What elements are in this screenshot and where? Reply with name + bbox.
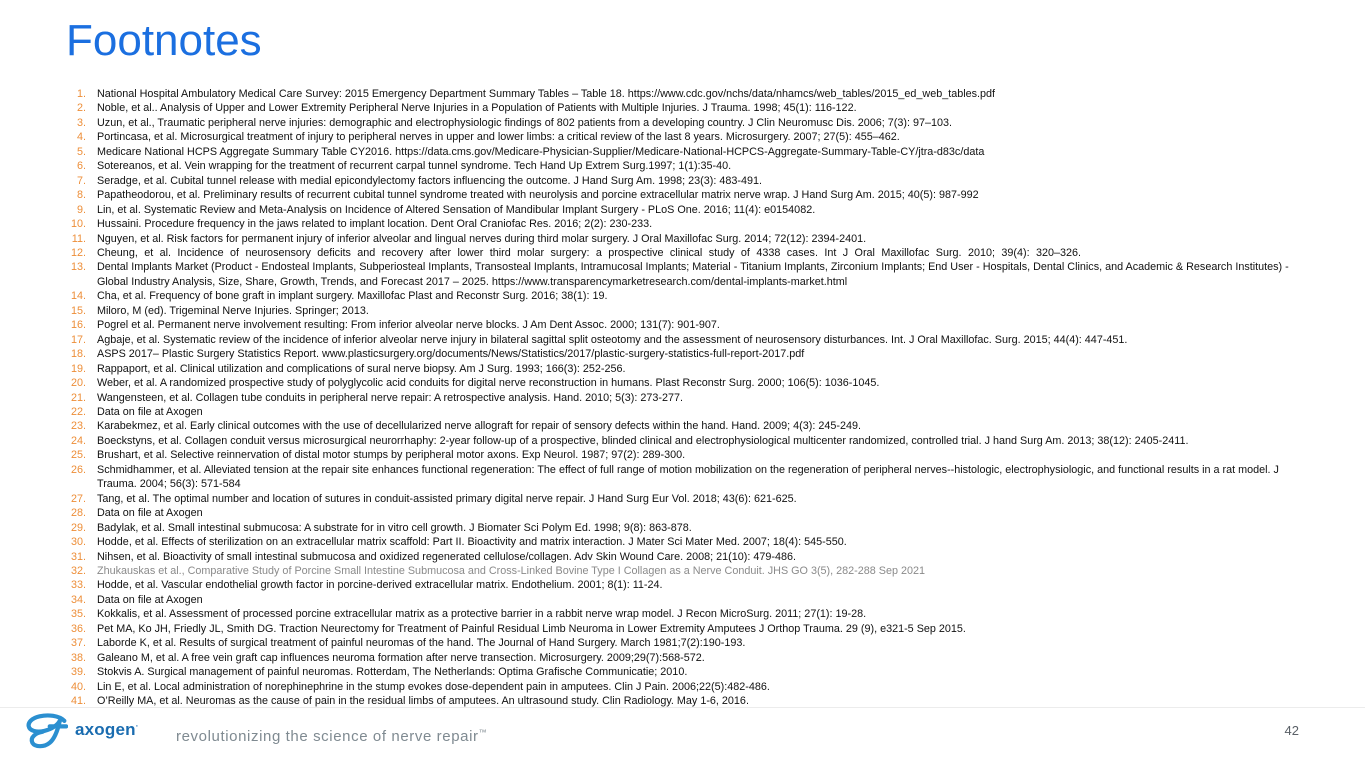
footnote-number: 23.: [70, 420, 86, 433]
footnote-text: Uzun, et al., Traumatic peripheral nerve injuries: demographic and electrophysiologic findings of 802 patients from a developing country. J Clin Neuromusc Dis. 2006; 7(3): 97–103.: [97, 116, 953, 129]
footnote-number: 7.: [76, 174, 86, 187]
footnote-number: 15.: [70, 304, 86, 317]
footnote-number: 10.: [70, 218, 86, 231]
footnote-text: Miloro, M (ed). Trigeminal Nerve Injuries. Springer; 2013.: [97, 304, 369, 317]
footnote-number: 27.: [70, 492, 86, 505]
footnote-number: 26.: [70, 463, 86, 476]
footnote-number: 4.: [76, 131, 86, 144]
footnote-item: [66, 651, 1309, 665]
footnote-item: [66, 260, 1309, 289]
footnote-number: 30.: [70, 536, 86, 549]
footnote-item: [66, 391, 1309, 405]
footnote-item: [66, 535, 1309, 549]
footnote-number: 33.: [70, 579, 86, 592]
footnote-item: [66, 607, 1309, 621]
footnote-item: [66, 593, 1309, 607]
footnote-item: [66, 492, 1309, 506]
footnote-item: [66, 506, 1309, 520]
footnote-text: Hussaini. Procedure frequency in the jaws related to implant location. Dent Oral Craniofac Res. 2016; 2(2): 230-233.: [97, 218, 653, 231]
footer-divider: [0, 707, 1365, 708]
footnote-text: Boeckstyns, et al. Collagen conduit versus microsurgical neurorrhaphy: 2-year follow-up of a prospective, blinded clinical and electrophysiological multicenter randomized, controlled trial. J hand Surg Am. 2013; 38(12): 2405-2411.: [97, 434, 1189, 447]
footnote-text: Karabekmez, et al. Early clinical outcomes with the use of decellularized nerve allograft for repair of sensory defects within the hand. Hand. 2009; 4(3): 245-249.: [97, 420, 861, 433]
footnote-text: Schmidhammer, et al. Alleviated tension at the repair site enhances functional regeneration: The effect of full range of motion mobilization on the regeneration of peripheral nerves--histologic, electrophysiologic, and functional results in a rat model. J Trauma. 2004; 56(3): 571-584: [97, 463, 1279, 491]
footnote-text: Medicare National HCPS Aggregate Summary Table CY2016. https://data.cms.gov/Medicare-Physician-Supplier/Medicare-National-HCPCS-Aggregate-Summary-Table-CY/jtra-d83c/data: [97, 145, 985, 158]
footnote-number: 18.: [70, 348, 86, 361]
footnote-item: [66, 419, 1309, 433]
footnote-item: [66, 304, 1309, 318]
footnote-text: Laborde K, et al. Results of surgical treatment of painful neuromas of the hand. The Journal of Hand Surgery. March 1981;7(2):190-193.: [97, 637, 746, 650]
footnote-text: Seradge, et al. Cubital tunnel release with medial epicondylectomy factors influencing the outcome. J Hand Surg Am. 1998; 23(3): 483-491.: [97, 174, 762, 187]
footnote-item: [66, 405, 1309, 419]
footnote-text: National Hospital Ambulatory Medical Care Survey: 2015 Emergency Department Summary Tables – Table 18. https://www.cdc.gov/nchs/data/nhamcs/web_tables/2015_ed_web_tables.pdf: [97, 88, 996, 100]
footnote-number: 1.: [76, 88, 86, 100]
footnote-text: Rappaport, et al. Clinical utilization and complications of sural nerve biopsy. Am J Surg. 1993; 166(3): 252-256.: [97, 362, 626, 375]
footnote-item: [66, 665, 1309, 679]
footnote-item: [66, 145, 1309, 159]
footnote-number: 34.: [70, 593, 86, 606]
footnote-number: 29.: [70, 521, 86, 534]
footnote-item: [66, 521, 1309, 535]
footnote-number: 21.: [70, 391, 86, 404]
footnote-number: 20.: [70, 377, 86, 390]
footnote-text: Noble, et al.. Analysis of Upper and Lower Extremity Peripheral Nerve Injuries in a Population of Patients with Multiple Injuries. J Trauma. 1998; 45(1): 116-122.: [97, 102, 857, 115]
footnote-text: Nguyen, et al. Risk factors for permanent injury of inferior alveolar and lingual nerves during third molar surgery. J Oral Maxillofac Surg. 2014; 72(12): 2394-2401.: [97, 232, 867, 245]
footnote-text: Pet MA, Ko JH, Friedly JL, Smith DG. Traction Neurectomy for Treatment of Painful Residual Limb Neuroma in Lower Extremity Amputees J Orthop Trauma. 29 (9), e321-5 Sep 2015.: [97, 622, 966, 635]
footnote-item: [66, 463, 1309, 492]
footnote-text: Data on file at Axogen: [97, 507, 203, 520]
page-number: 42: [1284, 723, 1299, 738]
footnotes-list: [66, 87, 1309, 708]
footnote-item: [66, 174, 1309, 188]
footnote-number: 16.: [70, 319, 86, 332]
footnote-number: 37.: [70, 637, 86, 650]
footnote-item: [66, 203, 1309, 217]
footnote-item: [66, 289, 1309, 303]
footnote-number: 5.: [76, 145, 86, 158]
footnote-item: [66, 448, 1309, 462]
axogen-wordmark: axogen·: [75, 720, 139, 739]
footer-tagline: revolutionizing the science of nerve repair™: [176, 728, 488, 745]
footnote-item: [66, 159, 1309, 173]
footnote-text: Data on file at Axogen: [97, 593, 203, 606]
footnote-number: 17.: [70, 333, 86, 346]
footnote-number: 2.: [76, 102, 86, 115]
footnote-item: [66, 434, 1309, 448]
footnote-text: Hodde, et al. Vascular endothelial growth factor in porcine-derived extracellular matrix. Endothelium. 2001; 8(1): 11-24.: [97, 579, 663, 592]
footnote-item: [66, 130, 1309, 144]
footnote-number: 32.: [70, 564, 86, 577]
footnote-text: Hodde, et al. Effects of sterilization on an extracellular matrix scaffold: Part II. Bioactivity and matrix interaction. J Mater Sci Mater Med. 2007; 18(4): 545-550.: [97, 536, 847, 549]
page-title: Footnotes: [66, 16, 262, 65]
footnote-number: 40.: [70, 680, 86, 693]
footnote-number: 24.: [70, 434, 86, 447]
footnote-item: [66, 680, 1309, 694]
footnote-text: Agbaje, et al. Systematic review of the incidence of inferior alveolar nerve injury in bilateral sagittal split osteotomy and the assessment of neurosensory disturbances. Int. J Oral Maxillofac. Surg. 2015; 44(4): 447-451.: [97, 333, 1128, 346]
footnote-text: Cha, et al. Frequency of bone graft in implant surgery. Maxillofac Plast and Reconstr Surg. 2016; 38(1): 19.: [97, 290, 608, 303]
footnote-item: [66, 550, 1309, 564]
footnote-text: Lin, et al. Systematic Review and Meta-Analysis on Incidence of Altered Sensation of Mandibular Implant Surgery - PLoS One. 2016; 11(4): e0154082.: [97, 203, 816, 216]
footnote-text: Pogrel et al. Permanent nerve involvement resulting: From inferior alveolar nerve blocks. J Am Dent Assoc. 2000; 131(7): 901-907.: [97, 319, 720, 332]
footnote-number: 25.: [70, 449, 86, 462]
footnote-item: [66, 318, 1309, 332]
footnote-item: [66, 376, 1309, 390]
footnote-item: [66, 362, 1309, 376]
footnote-number: 35.: [70, 608, 86, 621]
footnote-text: Zhukauskas et al., Comparative Study of Porcine Small Intestine Submucosa and Cross-Linked Bovine Type I Collagen as a Nerve Conduit. JHS GO 3(5), 282-288 Sep 2021: [97, 564, 926, 577]
footnote-text: Weber, et al. A randomized prospective study of polyglycolic acid conduits for digital nerve reconstruction in humans. Plast Reconstr Surg. 2000; 106(5): 1036-1045.: [97, 377, 880, 390]
footnote-text: Galeano M, et al. A free vein graft cap influences neuroma formation after nerve transection. Microsurgery. 2009;29(7):568-572.: [97, 651, 705, 664]
footnote-item: [66, 564, 1309, 578]
footnote-number: 36.: [70, 622, 86, 635]
footnote-number: 39.: [70, 666, 86, 679]
footnote-item: [66, 246, 1309, 260]
footnote-item: [66, 347, 1309, 361]
footnote-text: Wangensteen, et al. Collagen tube conduits in peripheral nerve repair: A retrospective analysis. Hand. 2010; 5(3): 273-277.: [97, 391, 683, 404]
footnote-number: 31.: [70, 550, 86, 563]
footnote-item: [66, 116, 1309, 130]
footnote-text: O’Reilly MA, et al. Neuromas as the cause of pain in the residual limbs of amputees. An ultrasound study. Clin Radiology. May 1-6, 2016.: [97, 695, 749, 708]
footnote-item: [66, 217, 1309, 231]
footnote-number: 28.: [70, 507, 86, 520]
footnote-text: Stokvis A. Surgical management of painful neuromas. Rotterdam, The Netherlands: Optima Grafische Communicatie; 2010.: [97, 666, 688, 679]
footnote-text: Lin E, et al. Local administration of norephinephrine in the stump evokes dose-dependent pain in amputees. Clin J Pain. 2006;22(5):482-486.: [97, 680, 770, 693]
footnote-number: 12.: [70, 246, 86, 259]
footnote-text: Badylak, et al. Small intestinal submucosa: A substrate for in vitro cell growth. J Biomater Sci Polym Ed. 1998; 9(8): 863-878.: [97, 521, 692, 534]
footnote-text: Tang, et al. The optimal number and location of sutures in conduit-assisted primary digital nerve repair. J Hand Surg Eur Vol. 2018; 43(6): 621-625.: [97, 492, 797, 505]
footnote-item: [66, 87, 1309, 101]
footnote-number: 41.: [70, 695, 86, 708]
footnote-item: [66, 622, 1309, 636]
footnote-item: [66, 333, 1309, 347]
footnote-item: [66, 636, 1309, 650]
footnote-item: [66, 101, 1309, 115]
footnote-text: Papatheodorou, et al. Preliminary results of recurrent cubital tunnel syndrome treated with neurolysis and porcine extracellular matrix nerve wrap. J Hand Surg Am. 2015; 40(5): 987-992: [97, 189, 979, 202]
footnote-item: [66, 232, 1309, 246]
footnote-item: [66, 578, 1309, 592]
footnote-item: [66, 188, 1309, 202]
footnote-text: Kokkalis, et al. Assessment of processed porcine extracellular matrix as a protective barrier in a rabbit nerve wrap model. J Recon MicroSurg. 2011; 27(1): 19-28.: [97, 608, 867, 621]
footnote-number: 19.: [70, 362, 86, 375]
footnote-text: ASPS 2017– Plastic Surgery Statistics Report. www.plasticsurgery.org/documents/News/Statistics/2017/plastic-surgery-statistics-full-report-2017.pdf: [97, 348, 805, 361]
footnote-text: Dental Implants Market (Product - Endosteal Implants, Subperiosteal Implants, Transosteal Implants, Intramucosal Implants; Material - Titanium Implants, Zirconium Implants; End User - Hospitals, Dental Clinics, and Academic & Research Institutes) - Global Industry Analysis, Size, Share, Growth, Trends, and Forecast 2017 – 2025. https://www.transparencymarketresearch.com/dental-implants-market.html: [97, 261, 1289, 288]
footnote-number: 6.: [76, 160, 86, 173]
footnote-text: Brushart, et al. Selective reinnervation of distal motor stumps by peripheral motor axons. Exp Neurol. 1987; 97(2): 289-300.: [97, 449, 686, 462]
footnote-text: Sotereanos, et al. Vein wrapping for the treatment of recurrent carpal tunnel syndrome. Tech Hand Up Extrem Surg.1997; 1(1):35-40.: [97, 160, 732, 173]
footnote-text: Portincasa, et al. Microsurgical treatment of injury to peripheral nerves in upper and lower limbs: a critical review of the last 8 years. Microsurgery. 2007; 27(5): 455–462.: [97, 131, 900, 144]
footnote-number: 13.: [70, 261, 86, 274]
footnote-number: 9.: [76, 203, 86, 216]
footnote-number: 8.: [76, 189, 86, 202]
footnote-text: Cheung, et al. Incidence of neurosensory deficits and recovery after lower third molar surgery: a prospective clinical study of 4338 cases. Int J Oral Maxillofac Surg. 2010; 39(4): 320–326.: [97, 246, 1082, 259]
axogen-logo: [26, 710, 139, 750]
logo-registered-mark: ·: [135, 721, 139, 731]
axogen-logo-icon: [26, 710, 68, 750]
footnote-number: 22.: [70, 405, 86, 418]
footnote-number: 38.: [70, 651, 86, 664]
trademark-symbol: ™: [478, 728, 488, 737]
footnote-number: 14.: [70, 290, 86, 303]
footnote-text: Nihsen, et al. Bioactivity of small intestinal submucosa and oxidized regenerated cellulose/collagen. Adv Skin Wound Care. 2008; 21(10): 479-486.: [97, 550, 797, 563]
footnote-text: Data on file at Axogen: [97, 405, 203, 418]
footnote-number: 3.: [76, 116, 86, 129]
footnote-number: 11.: [71, 232, 86, 245]
